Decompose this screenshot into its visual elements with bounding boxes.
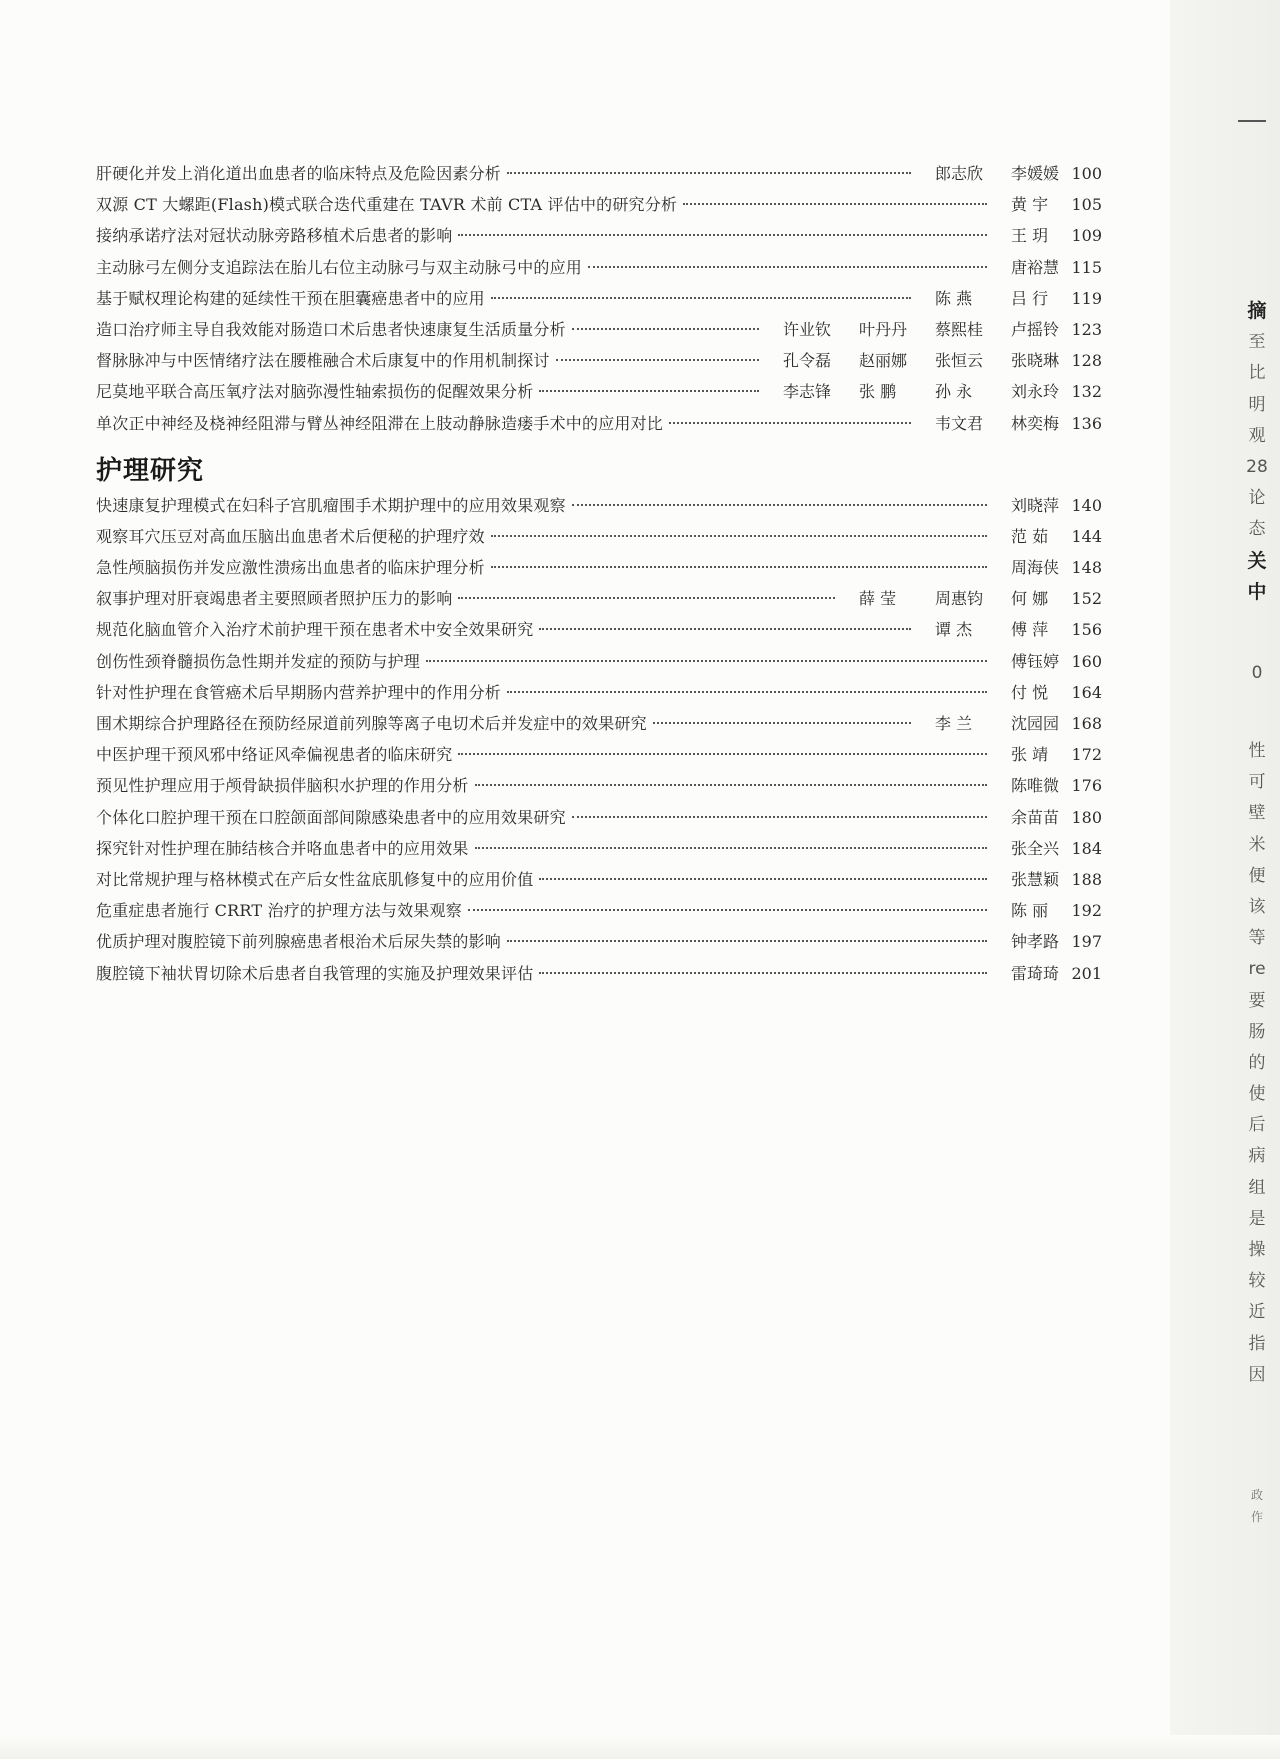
dot-leader <box>572 816 987 818</box>
dot-leader <box>475 784 987 786</box>
toc-entry-title: 基于赋权理论构建的延续性干预在胆囊癌患者中的应用 <box>96 288 485 308</box>
toc-entry-authors <box>765 376 1069 407</box>
dot-leader <box>507 691 987 693</box>
toc-entry[interactable] <box>96 677 1102 708</box>
author-name: 余苗苗 <box>1011 807 1060 827</box>
author-name: 雷琦琦 <box>1011 963 1060 983</box>
edge-glyph: 态 <box>1248 519 1266 540</box>
toc-entry[interactable] <box>96 490 1102 521</box>
author-name: 周惠钧 <box>935 589 984 609</box>
toc-entry-page-number: 176 <box>1071 776 1102 796</box>
toc-entry-authors <box>917 283 1069 314</box>
toc-entry-title: 快速康复护理模式在妇科子宫肌瘤围手术期护理中的应用效果观察 <box>96 495 566 515</box>
toc-entry[interactable] <box>96 376 1102 407</box>
toc-entry-authors <box>993 833 1069 864</box>
toc-entry-authors <box>993 802 1069 833</box>
author-name: 傅钰婷 <box>1011 651 1060 671</box>
dot-leader <box>458 234 987 236</box>
toc-entry[interactable] <box>96 833 1102 864</box>
toc-entry-title: 督脉脉冲与中医情绪疗法在腰椎融合术后康复中的作用机制探讨 <box>96 351 550 371</box>
dot-leader <box>653 722 911 724</box>
author-name: 郎志欣 <box>935 164 984 183</box>
toc-entry[interactable] <box>96 708 1102 739</box>
toc-entry[interactable] <box>96 314 1102 345</box>
toc-entry-title: 接纳承诺疗法对冠状动脉旁路移植术后患者的影响 <box>96 226 453 246</box>
toc-entry-title: 规范化脑血管介入治疗术前护理干预在患者术中安全效果研究 <box>96 620 534 640</box>
toc-entry-title: 急性颅脑损伤并发应激性溃疡出血患者的临床护理分析 <box>96 558 485 578</box>
adjacent-page-text-bottom <box>1240 1484 1274 1528</box>
edge-glyph: 关 <box>1247 549 1267 572</box>
toc-entry-title: 危重症患者施行 CRRT 治疗的护理方法与效果观察 <box>96 901 462 921</box>
dot-leader <box>556 359 759 361</box>
dot-leader <box>588 266 987 268</box>
toc-entry-title: 观察耳穴压豆对高血压脑出血患者术后便秘的护理疗效 <box>96 526 485 546</box>
toc-entry[interactable] <box>96 895 1102 926</box>
toc-entry-title: 肝硬化并发上消化道出血患者的临床特点及危险因素分析 <box>96 164 502 183</box>
toc-entry[interactable] <box>96 283 1102 314</box>
toc-entry-page-number: 100 <box>1071 164 1102 183</box>
dot-leader <box>539 878 987 880</box>
dot-leader <box>572 504 987 506</box>
toc-entry-authors <box>765 345 1069 376</box>
author-name: 李媛媛 <box>1011 164 1060 183</box>
toc-entry-title: 创伤性颈脊髓损伤急性期并发症的预防与护理 <box>96 651 421 671</box>
toc-entry-authors <box>917 158 1069 189</box>
toc-entry-page-number: 160 <box>1071 651 1102 671</box>
edge-glyph: 0 <box>1251 663 1263 683</box>
edge-glyph: 壁 <box>1248 803 1266 824</box>
author-name: 林奕梅 <box>1011 413 1060 433</box>
toc-entry[interactable] <box>96 220 1102 251</box>
edge-glyph: re <box>1248 959 1266 980</box>
adjacent-page-text-middle <box>1240 658 1274 689</box>
dot-leader <box>458 597 835 599</box>
edge-glyph: 肠 <box>1248 1021 1266 1042</box>
adjacent-page-text-top <box>1240 296 1274 608</box>
author-name: 许业钦 <box>783 319 832 339</box>
edge-glyph: 便 <box>1248 865 1266 886</box>
author-name: 唐裕慧 <box>1011 257 1060 277</box>
author-name: 卢摇铃 <box>1011 319 1060 339</box>
author-name: 韦文君 <box>935 413 984 433</box>
toc-entry-authors <box>841 583 1069 614</box>
edge-glyph: 观 <box>1248 425 1266 446</box>
edge-glyph: 28 <box>1246 456 1268 477</box>
author-name: 范 茹 <box>1011 526 1049 546</box>
dot-leader <box>683 203 987 205</box>
author-name: 赵丽娜 <box>859 351 908 371</box>
author-name: 叶丹丹 <box>859 319 908 339</box>
author-name: 陈 丽 <box>1011 901 1049 921</box>
toc-entry-authors <box>993 220 1069 251</box>
toc-entry-title: 探究针对性护理在肺结核合并咯血患者中的应用效果 <box>96 838 469 858</box>
dot-leader <box>475 847 987 849</box>
author-name: 刘晓萍 <box>1011 495 1060 515</box>
toc-entry-authors <box>993 895 1069 926</box>
author-name: 付 悦 <box>1011 682 1049 702</box>
toc-entry-title: 主动脉弓左侧分支追踪法在胎儿右位主动脉弓与双主动脉弓中的应用 <box>96 257 583 277</box>
toc-entry[interactable] <box>96 864 1102 895</box>
edge-glyph: 摘 <box>1247 300 1267 322</box>
toc-entry[interactable] <box>96 614 1102 645</box>
toc-entry-title: 中医护理干预风邪中络证风牵偏视患者的临床研究 <box>96 745 453 765</box>
toc-entry-authors <box>993 926 1069 957</box>
toc-entry[interactable] <box>96 583 1102 614</box>
toc-entry-title: 双源 CT 大螺距(Flash)模式联合迭代重建在 TAVR 术前 CTA 评估中的研究分析 <box>96 195 678 215</box>
toc-entry-page-number: 192 <box>1071 901 1102 921</box>
author-name: 孔令磊 <box>783 351 832 371</box>
toc-entry-page-number: 197 <box>1071 932 1102 952</box>
edge-glyph: 政 <box>1250 1488 1263 1502</box>
author-name: 王 玥 <box>1011 226 1049 246</box>
section-heading: 护理研究 <box>96 455 205 486</box>
toc-entry-authors <box>765 314 1069 345</box>
toc-entry-authors <box>917 708 1069 739</box>
edge-glyph: 使 <box>1248 1084 1266 1105</box>
edge-glyph: 是 <box>1248 1208 1266 1229</box>
toc-entry-authors <box>993 552 1069 583</box>
edge-glyph: 组 <box>1248 1177 1266 1198</box>
author-name: 李 兰 <box>935 714 973 733</box>
toc-entry-page-number: 105 <box>1071 195 1102 215</box>
edge-glyph: 米 <box>1248 834 1266 855</box>
edge-glyph: 论 <box>1248 488 1266 509</box>
dot-leader <box>669 422 911 424</box>
toc-entry-page-number: 123 <box>1071 319 1102 339</box>
dot-leader <box>539 628 911 630</box>
toc-entry-authors <box>917 408 1069 439</box>
toc-entry-title: 个体化口腔护理干预在口腔颌面部间隙感染患者中的应用效果研究 <box>96 807 566 827</box>
toc-entry-authors <box>917 614 1069 645</box>
toc-entry-title: 优质护理对腹腔镜下前列腺癌患者根治术后尿失禁的影响 <box>96 932 502 952</box>
author-name: 张恒云 <box>935 351 984 371</box>
toc-entry-page-number: 136 <box>1071 413 1102 433</box>
edge-glyph: 明 <box>1248 394 1266 415</box>
toc-entry-authors <box>993 646 1069 677</box>
toc-entry-page-number: 172 <box>1071 745 1102 765</box>
author-name: 张晓琳 <box>1011 351 1060 371</box>
adjacent-page-rule <box>1238 120 1266 122</box>
toc-entry[interactable] <box>96 345 1102 376</box>
toc-entry-title: 尼莫地平联合高压氧疗法对脑弥漫性轴索损伤的促醒效果分析 <box>96 382 534 402</box>
edge-glyph: 等 <box>1248 928 1266 949</box>
toc-entry-page-number: 188 <box>1071 869 1102 889</box>
toc-entry-page-number: 132 <box>1071 382 1102 402</box>
author-name: 黄 宇 <box>1011 195 1049 215</box>
author-name: 吕 行 <box>1011 288 1049 308</box>
author-name: 陈唯微 <box>1011 776 1060 796</box>
toc-entry[interactable] <box>96 958 1102 989</box>
author-name: 蔡熙桂 <box>935 319 984 339</box>
author-name: 周海侠 <box>1011 558 1060 578</box>
toc-entry-authors <box>993 490 1069 521</box>
toc-entry-title: 腹腔镜下袖状胃切除术后患者自我管理的实施及护理效果评估 <box>96 963 534 983</box>
toc-entry-page-number: 168 <box>1071 714 1102 733</box>
toc-entry-page-number: 156 <box>1071 620 1102 640</box>
toc-entry[interactable] <box>96 189 1102 220</box>
edge-glyph: 后 <box>1248 1115 1266 1136</box>
dot-leader <box>507 172 911 174</box>
toc-entry-authors <box>993 252 1069 283</box>
edge-glyph: 指 <box>1248 1333 1266 1354</box>
author-name: 李志锋 <box>783 382 832 402</box>
toc-entry[interactable] <box>96 802 1102 833</box>
toc-entry[interactable] <box>96 552 1102 583</box>
edge-glyph: 中 <box>1247 580 1267 603</box>
toc-entry[interactable] <box>96 770 1102 801</box>
toc-entry-authors <box>993 677 1069 708</box>
toc-entry-page-number: 152 <box>1071 589 1102 609</box>
toc-entry-page-number: 128 <box>1071 351 1102 371</box>
edge-glyph: 比 <box>1248 363 1266 384</box>
toc-entry-authors <box>993 739 1069 770</box>
author-name: 沈园园 <box>1011 714 1060 733</box>
edge-glyph: 近 <box>1248 1302 1266 1323</box>
edge-glyph: 较 <box>1248 1271 1266 1292</box>
toc-entry-title: 单次正中神经及桡神经阻滞与臂丛神经阻滞在上肢动静脉造瘘手术中的应用对比 <box>96 413 664 433</box>
author-name: 陈 燕 <box>935 288 973 308</box>
toc-entry-page-number: 164 <box>1071 682 1102 702</box>
edge-glyph: 至 <box>1248 332 1266 353</box>
table-of-contents <box>96 158 1102 989</box>
dot-leader <box>468 909 987 911</box>
toc-entry-title: 叙事护理对肝衰竭患者主要照顾者照护压力的影响 <box>96 589 453 609</box>
toc-entry[interactable] <box>96 252 1102 283</box>
toc-entry-page-number: 115 <box>1071 257 1102 277</box>
toc-entry-authors <box>993 770 1069 801</box>
toc-entry-page-number: 184 <box>1071 838 1102 858</box>
toc-entry[interactable] <box>96 408 1102 439</box>
toc-entry[interactable] <box>96 521 1102 552</box>
dot-leader <box>539 390 759 392</box>
adjacent-page-text-lower <box>1240 736 1274 1391</box>
author-name: 张慧颖 <box>1011 869 1060 889</box>
toc-entry-title: 造口治疗师主导自我效能对肠造口术后患者快速康复生活质量分析 <box>96 319 566 339</box>
dot-leader <box>426 660 987 662</box>
dot-leader <box>539 972 987 974</box>
toc-entry[interactable] <box>96 158 1102 189</box>
author-name: 刘永玲 <box>1011 382 1060 402</box>
toc-entry-title: 围术期综合护理路径在预防经尿道前列腺等离子电切术后并发症中的效果研究 <box>96 714 647 733</box>
edge-glyph: 病 <box>1248 1146 1266 1167</box>
author-name: 孙 永 <box>935 382 973 402</box>
author-name: 何 娜 <box>1011 589 1049 609</box>
edge-glyph: 性 <box>1248 741 1266 761</box>
toc-entry-page-number: 140 <box>1071 495 1102 515</box>
toc-entry-title: 针对性护理在食管癌术后早期肠内营养护理中的作用分析 <box>96 682 502 702</box>
author-name: 张全兴 <box>1011 838 1060 858</box>
edge-glyph: 该 <box>1248 896 1266 917</box>
toc-entry-authors <box>993 958 1069 989</box>
toc-entry-title: 对比常规护理与格林模式在产后女性盆底肌修复中的应用价值 <box>96 869 534 889</box>
author-name: 张 靖 <box>1011 745 1049 765</box>
toc-entry-page-number: 201 <box>1071 963 1102 983</box>
dot-leader <box>491 297 911 299</box>
edge-glyph: 的 <box>1248 1052 1266 1073</box>
edge-glyph: 要 <box>1248 990 1266 1011</box>
dot-leader <box>458 753 987 755</box>
page-bottom-shade <box>0 1735 1280 1759</box>
edge-glyph: 作 <box>1250 1510 1263 1524</box>
toc-entry-page-number: 119 <box>1071 288 1102 308</box>
toc-entry-authors <box>993 521 1069 552</box>
toc-entry-authors <box>993 864 1069 895</box>
toc-entry-title: 预见性护理应用于颅骨缺损伴脑积水护理的作用分析 <box>96 776 469 796</box>
dot-leader <box>491 566 987 568</box>
author-name: 傅 萍 <box>1011 620 1049 640</box>
toc-entry-authors <box>993 189 1069 220</box>
toc-entry-page-number: 180 <box>1071 807 1102 827</box>
toc-entry-page-number: 109 <box>1071 226 1102 246</box>
edge-glyph: 可 <box>1248 772 1266 793</box>
author-name: 谭 杰 <box>935 620 973 640</box>
toc-entry-page-number: 148 <box>1071 558 1102 578</box>
toc-entry-page-number: 144 <box>1071 526 1102 546</box>
toc-entry[interactable] <box>96 646 1102 677</box>
edge-glyph: 因 <box>1248 1364 1266 1385</box>
toc-entry[interactable] <box>96 926 1102 957</box>
dot-leader <box>507 940 987 942</box>
toc-entry[interactable] <box>96 739 1102 770</box>
edge-glyph: 操 <box>1248 1240 1266 1260</box>
dot-leader <box>491 535 987 537</box>
author-name: 张 鹏 <box>859 382 897 402</box>
author-name: 薛 莹 <box>859 589 897 609</box>
author-name: 钟孝路 <box>1011 932 1060 952</box>
dot-leader <box>572 328 759 330</box>
